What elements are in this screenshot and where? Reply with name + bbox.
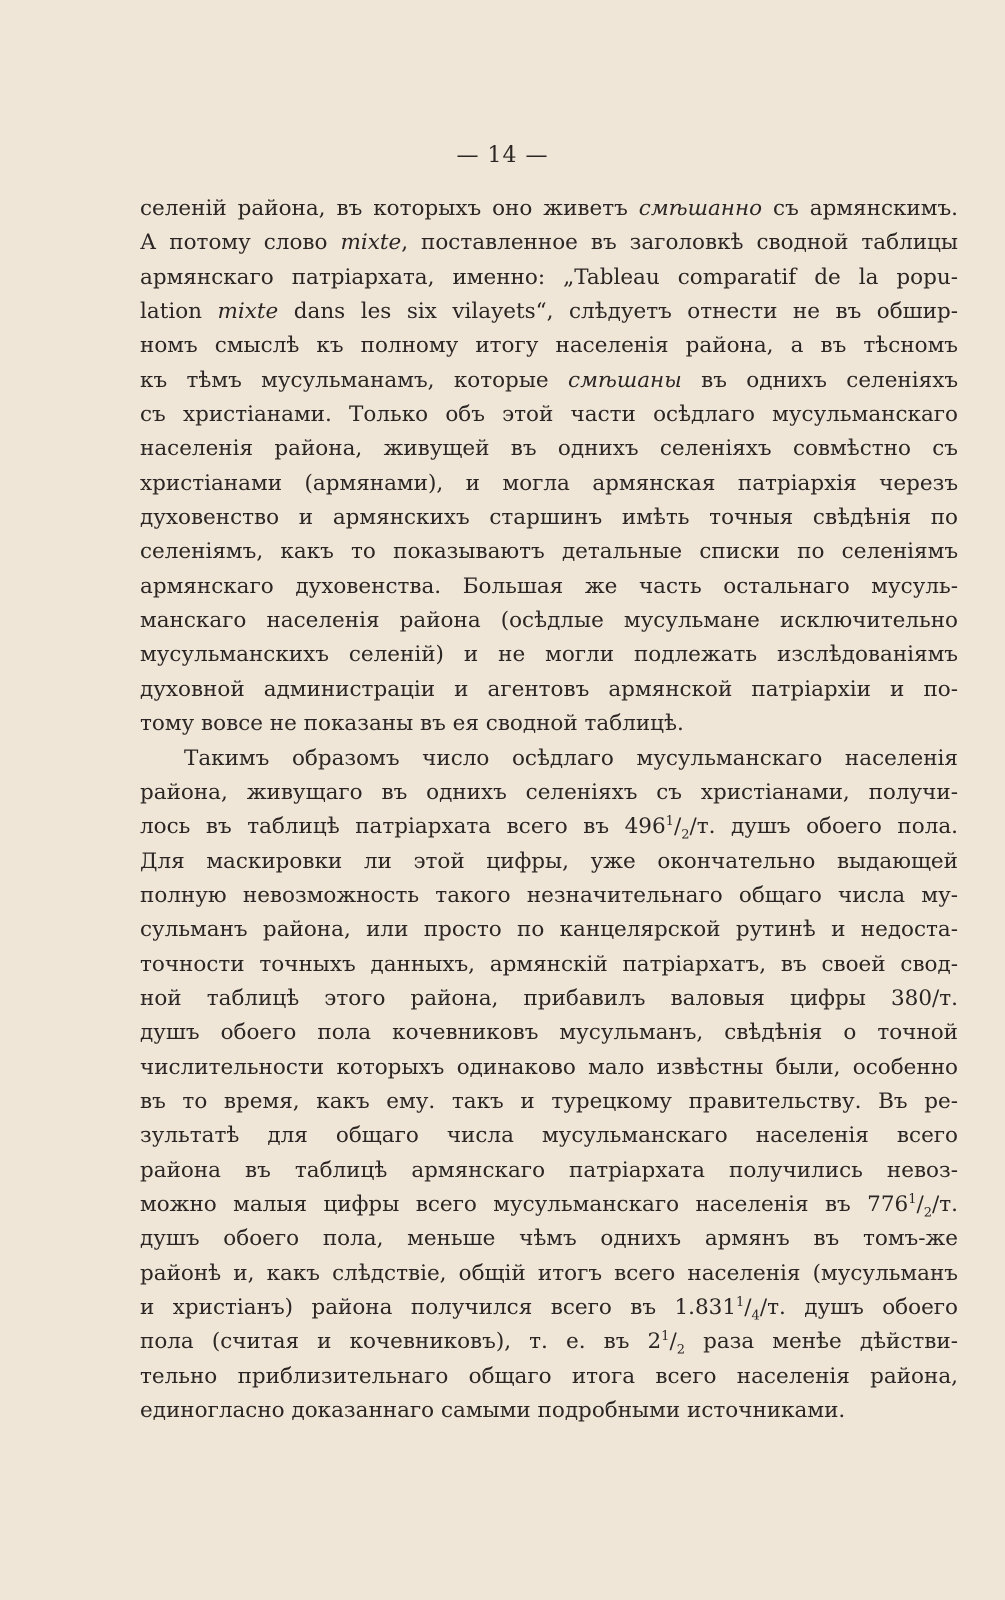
text-line bbox=[140, 638, 958, 672]
text-segment: dans les six vilayets“, слѣдуетъ отнести не въ обшир- bbox=[278, 299, 958, 325]
text-line bbox=[140, 535, 958, 569]
text-segment: / bbox=[669, 1329, 677, 1355]
text-line bbox=[140, 570, 958, 604]
text-line bbox=[140, 364, 958, 398]
text-segment: / bbox=[916, 1191, 924, 1217]
text-line bbox=[140, 1051, 958, 1085]
text-line bbox=[140, 810, 958, 844]
text-segment: единогласно доказаннаго самыми подробными источниками. bbox=[140, 1398, 846, 1424]
text-segment: духовенство и армянскихъ старшинъ имѣть точныя свѣдѣнія по bbox=[140, 505, 958, 531]
text-segment: зультатѣ для общаго числа мусульманскаго населенія всего bbox=[140, 1123, 958, 1149]
text-segment: 2 bbox=[676, 1342, 685, 1358]
text-segment: душъ обоего пола, меньше чѣмъ однихъ армянъ въ томъ-же bbox=[140, 1226, 958, 1252]
text-segment: въ то время, какъ ему. такъ и турецкому правительству. Въ ре- bbox=[140, 1088, 958, 1114]
text-line bbox=[140, 1188, 958, 1222]
text-segment: lation bbox=[140, 299, 218, 325]
text-segment: селеній района, въ которыхъ оно живетъ bbox=[140, 196, 639, 221]
text-line bbox=[140, 467, 958, 501]
text-segment: районѣ и, какъ слѣдствіе, общій итогъ всего населенія (мусульманъ bbox=[140, 1260, 958, 1286]
text-line bbox=[140, 948, 958, 982]
text-line bbox=[140, 707, 958, 741]
text-segment: числительности которыхъ одинаково мало извѣстны были, особенно bbox=[140, 1054, 958, 1080]
text-segment: 2 bbox=[923, 1205, 933, 1221]
text-line bbox=[140, 1222, 958, 1256]
text-segment: тому вовсе не показаны въ ея сводной таблицѣ. bbox=[140, 711, 684, 737]
text-segment: населенія района, живущей въ однихъ селеніяхъ совмѣстно съ bbox=[140, 436, 958, 462]
text-line bbox=[140, 329, 958, 363]
text-line bbox=[140, 501, 958, 535]
text-line bbox=[140, 673, 958, 707]
text-segment: 1 bbox=[908, 1191, 917, 1207]
text-line bbox=[140, 1257, 958, 1291]
text-line bbox=[140, 261, 958, 295]
text-segment: ной таблицѣ этого района, прибавилъ валовыя цифры 380/т. bbox=[140, 985, 958, 1011]
text-line bbox=[140, 604, 958, 638]
text-segment: манскаго населенія района (осѣдлые мусульмане исключительно bbox=[140, 608, 958, 634]
text-segment: смѣшанно bbox=[638, 196, 763, 221]
text-segment: раза менѣе дѣйстви- bbox=[684, 1329, 959, 1355]
text-segment: смѣшаны bbox=[568, 367, 682, 393]
body-text bbox=[140, 192, 958, 1428]
text-line bbox=[140, 879, 958, 913]
text-segment: района, живущаго въ однихъ селеніяхъ съ христіанами, получи- bbox=[140, 779, 958, 805]
text-line bbox=[140, 1394, 958, 1428]
text-line bbox=[140, 1325, 958, 1359]
text-line bbox=[140, 742, 958, 776]
text-line bbox=[140, 1085, 958, 1119]
text-segment: армянскаго духовенства. Большая же часть остальнаго мусуль- bbox=[140, 573, 958, 599]
text-segment: селеніямъ, какъ то показываютъ детальные списки по селеніямъ bbox=[140, 539, 958, 565]
text-segment: можно малыя цифры всего мусульманскаго населенія въ 776 bbox=[140, 1191, 909, 1217]
text-line bbox=[140, 295, 958, 329]
text-segment: /т. bbox=[932, 1191, 958, 1217]
text-segment: сульманъ района, или просто по канцелярской рутинѣ и недоста- bbox=[140, 917, 958, 943]
text-segment: Такимъ образомъ число осѣдлаго мусульманскаго населенія bbox=[184, 745, 958, 771]
text-segment: тельно приблизительнаго общаго итога всего населенія района, bbox=[140, 1363, 958, 1389]
text-segment: духовной администраціи и агентовъ армянской патріархіи и по- bbox=[140, 676, 958, 702]
text-segment: /т. душъ обоего bbox=[759, 1295, 958, 1320]
text-line bbox=[140, 398, 958, 432]
text-segment: душъ обоего пола кочевниковъ мусульманъ, свѣдѣнія о точной bbox=[140, 1020, 958, 1046]
paragraph bbox=[140, 192, 958, 742]
text-line bbox=[140, 192, 958, 226]
text-segment: лось въ таблицѣ патріархата всего въ 496 bbox=[140, 814, 666, 840]
text-segment: армянскаго патріархата, именно: „Tableau comparatif de la popu- bbox=[140, 264, 958, 290]
text-segment: номъ смыслѣ къ полному итогу населенія района, а въ тѣсномъ bbox=[140, 333, 958, 359]
text-segment: 2 bbox=[681, 827, 690, 843]
text-line bbox=[140, 913, 958, 947]
text-line bbox=[140, 432, 958, 466]
text-segment: мусульманскихъ селеній) и не могли подлежать изслѣдованіямъ bbox=[140, 642, 958, 668]
text-line bbox=[140, 1291, 958, 1325]
text-line bbox=[140, 982, 958, 1016]
text-segment: / bbox=[673, 814, 682, 840]
text-segment: mixte bbox=[340, 230, 402, 256]
text-segment: въ однихъ селеніяхъ bbox=[681, 367, 958, 393]
text-segment: / bbox=[744, 1295, 752, 1320]
text-line bbox=[140, 1016, 958, 1050]
text-segment: точности точныхъ данныхъ, армянскій патріархатъ, въ своей свод- bbox=[140, 951, 958, 977]
text-segment: съ христіанами. Только объ этой части осѣдлаго мусульманскаго bbox=[140, 402, 958, 428]
text-segment: 4 bbox=[751, 1308, 760, 1324]
text-line bbox=[140, 776, 958, 810]
text-line bbox=[140, 1154, 958, 1188]
text-segment: 1 bbox=[661, 1329, 670, 1345]
text-line bbox=[140, 226, 958, 260]
text-segment: 1 bbox=[736, 1294, 745, 1310]
text-segment: Для маскировки ли этой цифры, уже окончательно выдающей bbox=[140, 848, 958, 874]
page-number: — 14 — bbox=[456, 143, 549, 168]
text-segment: къ тѣмъ мусульманамъ, которые bbox=[140, 367, 569, 393]
text-line bbox=[140, 845, 958, 879]
text-segment: полную невозможность такого незначительнаго общаго числа му- bbox=[140, 882, 958, 908]
text-segment: А потому слово bbox=[140, 230, 341, 256]
text-segment: съ армянскимъ. bbox=[762, 196, 958, 221]
text-segment: /т. душъ обоего пола. bbox=[689, 814, 958, 840]
paragraph bbox=[140, 742, 958, 1429]
text-line bbox=[140, 1119, 958, 1153]
text-segment: христіанами (армянами), и могла армянская патріархія черезъ bbox=[140, 470, 958, 496]
text-segment: и христіанъ) района получился всего въ 1.831 bbox=[140, 1295, 737, 1320]
text-segment: , поставленное въ заголовкѣ сводной таблицы bbox=[401, 230, 958, 256]
text-segment: mixte bbox=[217, 299, 279, 325]
text-segment: района въ таблицѣ армянскаго патріархата получились невоз- bbox=[140, 1157, 958, 1183]
text-line bbox=[140, 1360, 958, 1394]
text-segment: 1 bbox=[665, 814, 674, 830]
text-segment: пола (считая и кочевниковъ), т. е. въ 2 bbox=[140, 1329, 662, 1355]
